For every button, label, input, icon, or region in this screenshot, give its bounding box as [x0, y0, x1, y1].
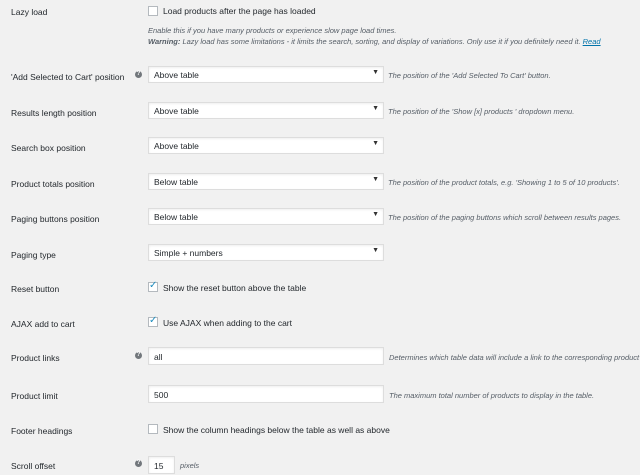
read-more-link[interactable]: Read	[582, 37, 601, 46]
product-limit-input[interactable]	[148, 385, 384, 403]
input-value: 15	[154, 461, 164, 471]
product-totals-position-select[interactable]	[148, 173, 384, 190]
paging-type-select[interactable]	[148, 244, 384, 261]
reset-button-checkbox-label: Show the reset button above the table	[163, 283, 307, 293]
ajax-add-to-cart-checkbox-label: Use AJAX when adding to the cart	[163, 318, 292, 328]
select-value: Simple + numbers	[154, 248, 223, 258]
ajax-add-to-cart-checkbox[interactable]	[148, 317, 158, 327]
paging-buttons-position-select[interactable]	[148, 208, 384, 225]
search-box-position-label: Search box position	[11, 143, 86, 153]
product-totals-position-label: Product totals position	[11, 179, 95, 189]
chevron-down-icon: ▼	[372, 176, 379, 183]
footer-headings-label: Footer headings	[11, 426, 73, 436]
select-value: Above table	[154, 141, 199, 151]
lazy-load-warning	[148, 37, 601, 46]
add-selected-position-description: The position of the 'Add Selected To Cart' button.	[388, 71, 551, 80]
warning-prefix: Warning:	[148, 37, 181, 46]
input-value: all	[154, 352, 163, 362]
product-limit-description: The maximum total number of products to display in the table.	[389, 391, 595, 400]
lazy-load-label: Lazy load	[11, 7, 48, 17]
paging-buttons-position-label: Paging buttons position	[11, 214, 100, 224]
checkmark-icon: ✓	[149, 280, 158, 291]
product-links-description: Determines which table data will include a link to the corresponding product	[389, 353, 640, 362]
select-value: Below table	[154, 177, 198, 187]
add-selected-position-label: 'Add Selected to Cart' position	[11, 72, 125, 82]
question-mark-icon[interactable]: ?	[136, 71, 141, 77]
select-value: Above table	[154, 70, 199, 80]
lazy-load-note: Enable this if you have many products or experience slow page load times.	[148, 26, 397, 35]
results-length-position-description: The position of the 'Show [x] products ' dropdown menu.	[388, 107, 575, 116]
chevron-down-icon: ▼	[372, 211, 379, 218]
chevron-down-icon: ▼	[372, 140, 379, 147]
select-value: Above table	[154, 106, 199, 116]
select-value: Below table	[154, 212, 198, 222]
footer-headings-checkbox[interactable]	[148, 424, 158, 434]
checkmark-icon: ✓	[149, 315, 158, 326]
add-selected-position-select[interactable]	[148, 66, 384, 83]
product-limit-label: Product limit	[11, 391, 58, 401]
lazy-load-checkbox-label: Load products after the page has loaded	[163, 6, 316, 16]
reset-button-label: Reset button	[11, 284, 60, 294]
reset-button-checkbox[interactable]	[148, 282, 158, 292]
results-length-position-label: Results length position	[11, 108, 97, 118]
results-length-position-select[interactable]	[148, 102, 384, 119]
product-links-label: Product links	[11, 353, 60, 363]
paging-buttons-position-description: The position of the paging buttons which scroll between results pages.	[388, 213, 622, 222]
warning-text: Lazy load has some limitations - it limits the search, sorting, and display of variations. Only use it if you definitely need it.	[180, 37, 583, 46]
search-box-position-select[interactable]	[148, 137, 384, 154]
scroll-offset-label: Scroll offset	[11, 461, 56, 471]
question-mark-icon[interactable]: ?	[136, 352, 141, 358]
chevron-down-icon: ▼	[372, 69, 379, 76]
chevron-down-icon: ▼	[372, 105, 379, 112]
lazy-load-checkbox[interactable]	[148, 6, 158, 16]
scroll-offset-input[interactable]	[148, 456, 175, 474]
paging-type-label: Paging type	[11, 250, 56, 260]
input-value: 500	[154, 390, 169, 400]
scroll-offset-unit: pixels	[180, 461, 200, 470]
ajax-add-to-cart-label: AJAX add to cart	[11, 319, 75, 329]
product-totals-position-description: The position of the product totals, e.g. 'Showing 1 to 5 of 10 products'.	[388, 178, 620, 187]
product-links-input[interactable]	[148, 347, 384, 365]
question-mark-icon[interactable]: ?	[136, 460, 141, 466]
footer-headings-checkbox-label: Show the column headings below the table as well as above	[163, 425, 390, 435]
chevron-down-icon: ▼	[372, 247, 379, 254]
